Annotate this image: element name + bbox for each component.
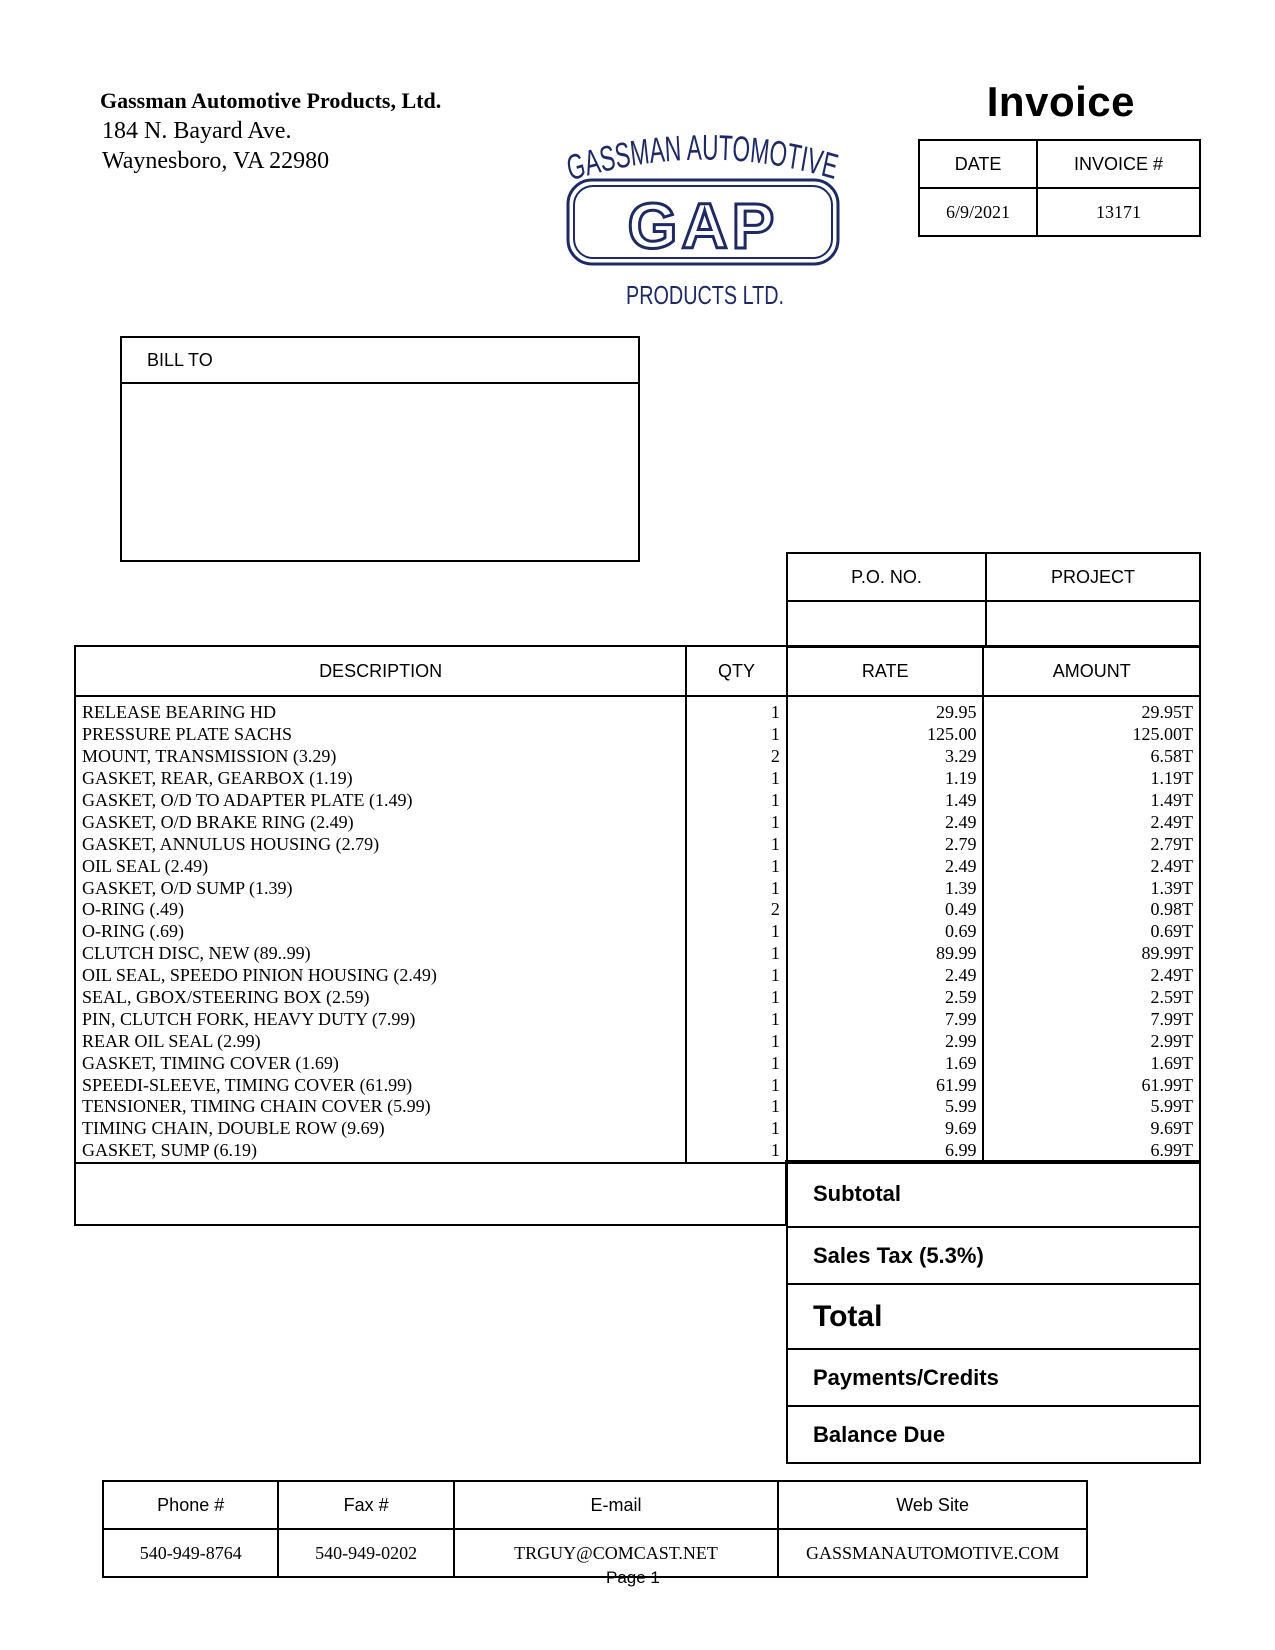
- item-description: TIMING CHAIN, DOUBLE ROW (9.69): [75, 1118, 686, 1140]
- item-rate: 89.99: [787, 943, 984, 965]
- item-amount: 5.99T: [983, 1096, 1200, 1118]
- item-amount: 2.79T: [983, 833, 1200, 855]
- item-rate: 125.00: [787, 724, 984, 746]
- item-qty: 1: [686, 1096, 787, 1118]
- item-rate: 2.79: [787, 833, 984, 855]
- line-item-row: [75, 833, 1200, 855]
- item-description: CLUTCH DISC, NEW (89..99): [75, 943, 686, 965]
- line-item-row: [75, 1030, 1200, 1052]
- total-label: Total: [787, 1284, 1200, 1349]
- item-amount: 1.49T: [983, 790, 1200, 812]
- item-qty: 1: [686, 833, 787, 855]
- contact-table: [102, 1480, 1088, 1578]
- item-amount: 9.69T: [983, 1118, 1200, 1140]
- invoice-date: 6/9/2021: [919, 188, 1037, 236]
- line-item-row: [75, 987, 1200, 1009]
- company-name: Gassman Automotive Products, Ltd.: [100, 88, 442, 113]
- bill-to-box: [120, 336, 640, 562]
- item-amount: 2.49T: [983, 855, 1200, 877]
- item-description: SEAL, GBOX/STEERING BOX (2.59): [75, 987, 686, 1009]
- line-item-row: [75, 696, 1200, 724]
- item-rate: 1.49: [787, 790, 984, 812]
- phone-label: Phone #: [103, 1481, 278, 1529]
- item-description: O-RING (.49): [75, 899, 686, 921]
- item-amount: 0.98T: [983, 899, 1200, 921]
- sales-tax-label: Sales Tax (5.3%): [787, 1227, 1200, 1284]
- line-item-row: [75, 1008, 1200, 1030]
- payments-credits-label: Payments/Credits: [787, 1349, 1200, 1406]
- website-value: GASSMANAUTOMOTIVE.COM: [778, 1529, 1087, 1577]
- item-amount: 1.69T: [983, 1052, 1200, 1074]
- item-amount: 61.99T: [983, 1074, 1200, 1096]
- item-description: OIL SEAL, SPEEDO PINION HOUSING (2.49): [75, 965, 686, 987]
- logo-bottom-text: PRODUCTS LTD.: [626, 280, 784, 310]
- line-item-row: [75, 811, 1200, 833]
- item-rate: 9.69: [787, 1118, 984, 1140]
- company-address-line1: 184 N. Bayard Ave.: [102, 118, 292, 144]
- po-project-table: [786, 552, 1201, 648]
- item-amount: 89.99T: [983, 943, 1200, 965]
- bill-to-label: BILL TO: [122, 338, 638, 384]
- item-description: GASKET, O/D BRAKE RING (2.49): [75, 811, 686, 833]
- date-label: DATE: [919, 140, 1037, 188]
- item-description: SPEEDI-SLEEVE, TIMING COVER (61.99): [75, 1074, 686, 1096]
- line-item-row: [75, 790, 1200, 812]
- item-description: GASKET, O/D SUMP (1.39): [75, 877, 686, 899]
- item-description: GASKET, ANNULUS HOUSING (2.79): [75, 833, 686, 855]
- item-rate: 2.49: [787, 811, 984, 833]
- item-qty: 1: [686, 1074, 787, 1096]
- totals-table: [786, 1160, 1201, 1464]
- item-description: GASKET, SUMP (6.19): [75, 1140, 686, 1163]
- fax-label: Fax #: [278, 1481, 453, 1529]
- item-amount: 7.99T: [983, 1008, 1200, 1030]
- item-rate: 2.49: [787, 965, 984, 987]
- item-rate: 1.19: [787, 768, 984, 790]
- item-rate: 1.69: [787, 1052, 984, 1074]
- logo-top-text: GASSMAN AUTOMOTIVE: [563, 128, 847, 190]
- item-description: MOUNT, TRANSMISSION (3.29): [75, 746, 686, 768]
- item-description: GASKET, TIMING COVER (1.69): [75, 1052, 686, 1074]
- item-description: PIN, CLUTCH FORK, HEAVY DUTY (7.99): [75, 1008, 686, 1030]
- item-rate: 1.39: [787, 877, 984, 899]
- item-amount: 6.99T: [983, 1140, 1200, 1163]
- amount-header: AMOUNT: [983, 646, 1200, 696]
- item-qty: 1: [686, 724, 787, 746]
- item-amount: 1.39T: [983, 877, 1200, 899]
- item-rate: 6.99: [787, 1140, 984, 1163]
- item-rate: 61.99: [787, 1074, 984, 1096]
- subtotal-label: Subtotal: [787, 1161, 1200, 1227]
- item-rate: 0.49: [787, 899, 984, 921]
- invoice-info-table: [918, 139, 1201, 237]
- item-qty: 2: [686, 746, 787, 768]
- item-rate: 7.99: [787, 1008, 984, 1030]
- item-rate: 0.69: [787, 921, 984, 943]
- item-amount: 2.99T: [983, 1030, 1200, 1052]
- line-item-row: [75, 1074, 1200, 1096]
- company-address-line2: Waynesboro, VA 22980: [102, 148, 330, 174]
- item-qty: 1: [686, 987, 787, 1009]
- item-qty: 1: [686, 1140, 787, 1163]
- item-description: GASKET, REAR, GEARBOX (1.19): [75, 768, 686, 790]
- item-qty: 1: [686, 855, 787, 877]
- item-amount: 0.69T: [983, 921, 1200, 943]
- balance-due-label: Balance Due: [787, 1406, 1200, 1463]
- item-rate: 2.59: [787, 987, 984, 1009]
- item-amount: 125.00T: [983, 724, 1200, 746]
- item-qty: 1: [686, 696, 787, 724]
- item-amount: 6.58T: [983, 746, 1200, 768]
- email-value: TRGUY@COMCAST.NET: [454, 1529, 778, 1577]
- item-description: GASKET, O/D TO ADAPTER PLATE (1.49): [75, 790, 686, 812]
- item-qty: 1: [686, 1030, 787, 1052]
- item-amount: 1.19T: [983, 768, 1200, 790]
- website-label: Web Site: [778, 1481, 1087, 1529]
- project-label: PROJECT: [986, 553, 1200, 601]
- fax-value: 540-949-0202: [278, 1529, 453, 1577]
- item-description: REAR OIL SEAL (2.99): [75, 1030, 686, 1052]
- line-item-row: [75, 855, 1200, 877]
- line-item-row: [75, 1052, 1200, 1074]
- project-value: [986, 601, 1200, 647]
- line-item-row: [75, 943, 1200, 965]
- gap-logo: [560, 128, 850, 313]
- line-item-row: [75, 1118, 1200, 1140]
- item-rate: 2.99: [787, 1030, 984, 1052]
- item-qty: 1: [686, 921, 787, 943]
- item-amount: 2.59T: [983, 987, 1200, 1009]
- item-description: PRESSURE PLATE SACHS: [75, 724, 686, 746]
- logo-mark: GAP: [627, 190, 779, 262]
- po-number-label: P.O. NO.: [787, 553, 986, 601]
- item-qty: 1: [686, 811, 787, 833]
- item-amount: 29.95T: [983, 696, 1200, 724]
- line-item-row: [75, 965, 1200, 987]
- item-qty: 1: [686, 1118, 787, 1140]
- line-items-table: [74, 645, 1201, 1164]
- item-qty: 2: [686, 899, 787, 921]
- item-description: O-RING (.69): [75, 921, 686, 943]
- line-item-row: [75, 724, 1200, 746]
- item-qty: 1: [686, 877, 787, 899]
- item-qty: 1: [686, 943, 787, 965]
- item-qty: 1: [686, 1052, 787, 1074]
- po-number-value: [787, 601, 986, 647]
- item-amount: 2.49T: [983, 965, 1200, 987]
- line-item-row: [75, 899, 1200, 921]
- item-rate: 2.49: [787, 855, 984, 877]
- notes-area: [74, 1160, 787, 1226]
- item-qty: 1: [686, 965, 787, 987]
- description-header: DESCRIPTION: [75, 646, 686, 696]
- rate-header: RATE: [787, 646, 984, 696]
- item-rate: 3.29: [787, 746, 984, 768]
- invoice-title: Invoice: [986, 78, 1135, 125]
- invoice-number-label: INVOICE #: [1037, 140, 1200, 188]
- item-description: OIL SEAL (2.49): [75, 855, 686, 877]
- item-qty: 1: [686, 1008, 787, 1030]
- line-item-row: [75, 1096, 1200, 1118]
- phone-value: 540-949-8764: [103, 1529, 278, 1577]
- item-rate: 5.99: [787, 1096, 984, 1118]
- item-rate: 29.95: [787, 696, 984, 724]
- line-item-row: [75, 921, 1200, 943]
- item-qty: 1: [686, 768, 787, 790]
- item-qty: 1: [686, 790, 787, 812]
- page-number: Page 1: [606, 1568, 660, 1587]
- qty-header: QTY: [686, 646, 787, 696]
- item-amount: 2.49T: [983, 811, 1200, 833]
- invoice-number: 13171: [1037, 188, 1200, 236]
- email-label: E-mail: [454, 1481, 778, 1529]
- line-item-row: [75, 746, 1200, 768]
- item-description: RELEASE BEARING HD: [75, 696, 686, 724]
- line-item-row: [75, 768, 1200, 790]
- item-description: TENSIONER, TIMING CHAIN COVER (5.99): [75, 1096, 686, 1118]
- line-item-row: [75, 877, 1200, 899]
